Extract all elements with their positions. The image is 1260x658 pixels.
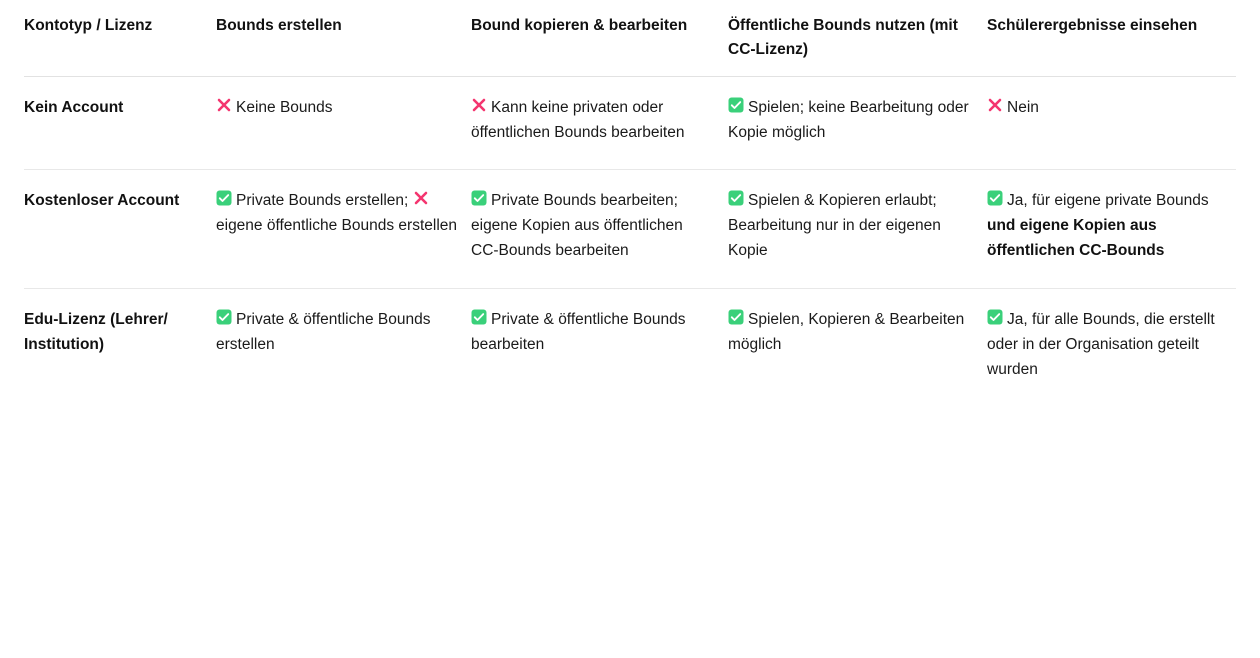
- cell-text: Private & öffentliche Bounds bearbeiten: [471, 310, 686, 353]
- check-green-icon: [728, 190, 744, 206]
- account-type-comparison-table: [24, 8, 1236, 406]
- row-header-account-type: Kostenloser Account: [24, 170, 216, 288]
- table-cell: [728, 77, 987, 170]
- check-green-icon: [987, 309, 1003, 325]
- check-green-icon: [216, 190, 232, 206]
- cross-red-icon: [413, 190, 429, 206]
- cell-text: eigene öffentliche Bounds erstellen: [216, 217, 457, 235]
- column-header-use-public-bounds: Öffentliche Bounds nutzen (mit CC-Lizenz): [728, 8, 987, 77]
- cell-text: Keine Bounds: [236, 99, 333, 117]
- table-cell: [216, 77, 471, 170]
- table-cell: [471, 170, 728, 288]
- table-row: [24, 288, 1236, 406]
- table-cell: [987, 288, 1236, 406]
- cross-red-icon: [987, 97, 1003, 113]
- cell-text: Spielen, Kopieren & Bearbeiten möglich: [728, 310, 965, 353]
- cell-text: Spielen; keine Bearbeitung oder Kopie möglich: [728, 99, 969, 142]
- table-header-row: [24, 8, 1236, 77]
- table-row: [24, 77, 1236, 170]
- cell-text: Ja, für alle Bounds, die erstellt oder in der Organisation geteilt wurden: [987, 310, 1215, 378]
- cell-text: Kann keine privaten oder öffentlichen Bounds bearbeiten: [471, 99, 685, 142]
- check-green-icon: [728, 309, 744, 325]
- row-header-account-type: Edu-Lizenz (Lehrer/ Institution): [24, 288, 216, 406]
- table-cell: [987, 170, 1236, 288]
- cell-text-emphasis: und eigene Kopien aus öffentlichen CC-Bounds: [987, 217, 1165, 260]
- table-cell: [471, 77, 728, 170]
- check-green-icon: [728, 97, 744, 113]
- cell-text: Ja, für eigene private Bounds: [1007, 192, 1209, 210]
- column-header-account-type: Kontotyp / Lizenz: [24, 8, 216, 77]
- table-cell: [216, 170, 471, 288]
- check-green-icon: [471, 309, 487, 325]
- column-header-create-bounds: Bounds erstellen: [216, 8, 471, 77]
- table-cell: [728, 288, 987, 406]
- row-header-account-type: Kein Account: [24, 99, 124, 117]
- check-green-icon: [216, 309, 232, 325]
- table-cell: [728, 170, 987, 288]
- cell-text: Private Bounds bearbeiten; eigene Kopien aus öffentlichen CC-Bounds bearbeiten: [471, 192, 683, 260]
- cross-red-icon: [471, 97, 487, 113]
- column-header-view-student-results: Schülerergebnisse einsehen: [987, 8, 1236, 77]
- check-green-icon: [987, 190, 1003, 206]
- cell-text: Spielen & Kopieren erlaubt; Bearbeitung nur in der eigenen Kopie: [728, 192, 941, 260]
- table-body: [24, 77, 1236, 406]
- cell-text: Private Bounds erstellen;: [236, 192, 413, 210]
- table-cell: [987, 77, 1236, 170]
- column-header-copy-edit-bound: Bound kopieren & bearbeiten: [471, 8, 728, 77]
- table-header: [24, 8, 1236, 77]
- table-cell: [216, 288, 471, 406]
- cross-red-icon: [216, 97, 232, 113]
- table-cell: [471, 288, 728, 406]
- cell-text: Private & öffentliche Bounds erstellen: [216, 310, 431, 353]
- table-row: [24, 170, 1236, 288]
- check-green-icon: [471, 190, 487, 206]
- cell-text: Nein: [1007, 99, 1039, 117]
